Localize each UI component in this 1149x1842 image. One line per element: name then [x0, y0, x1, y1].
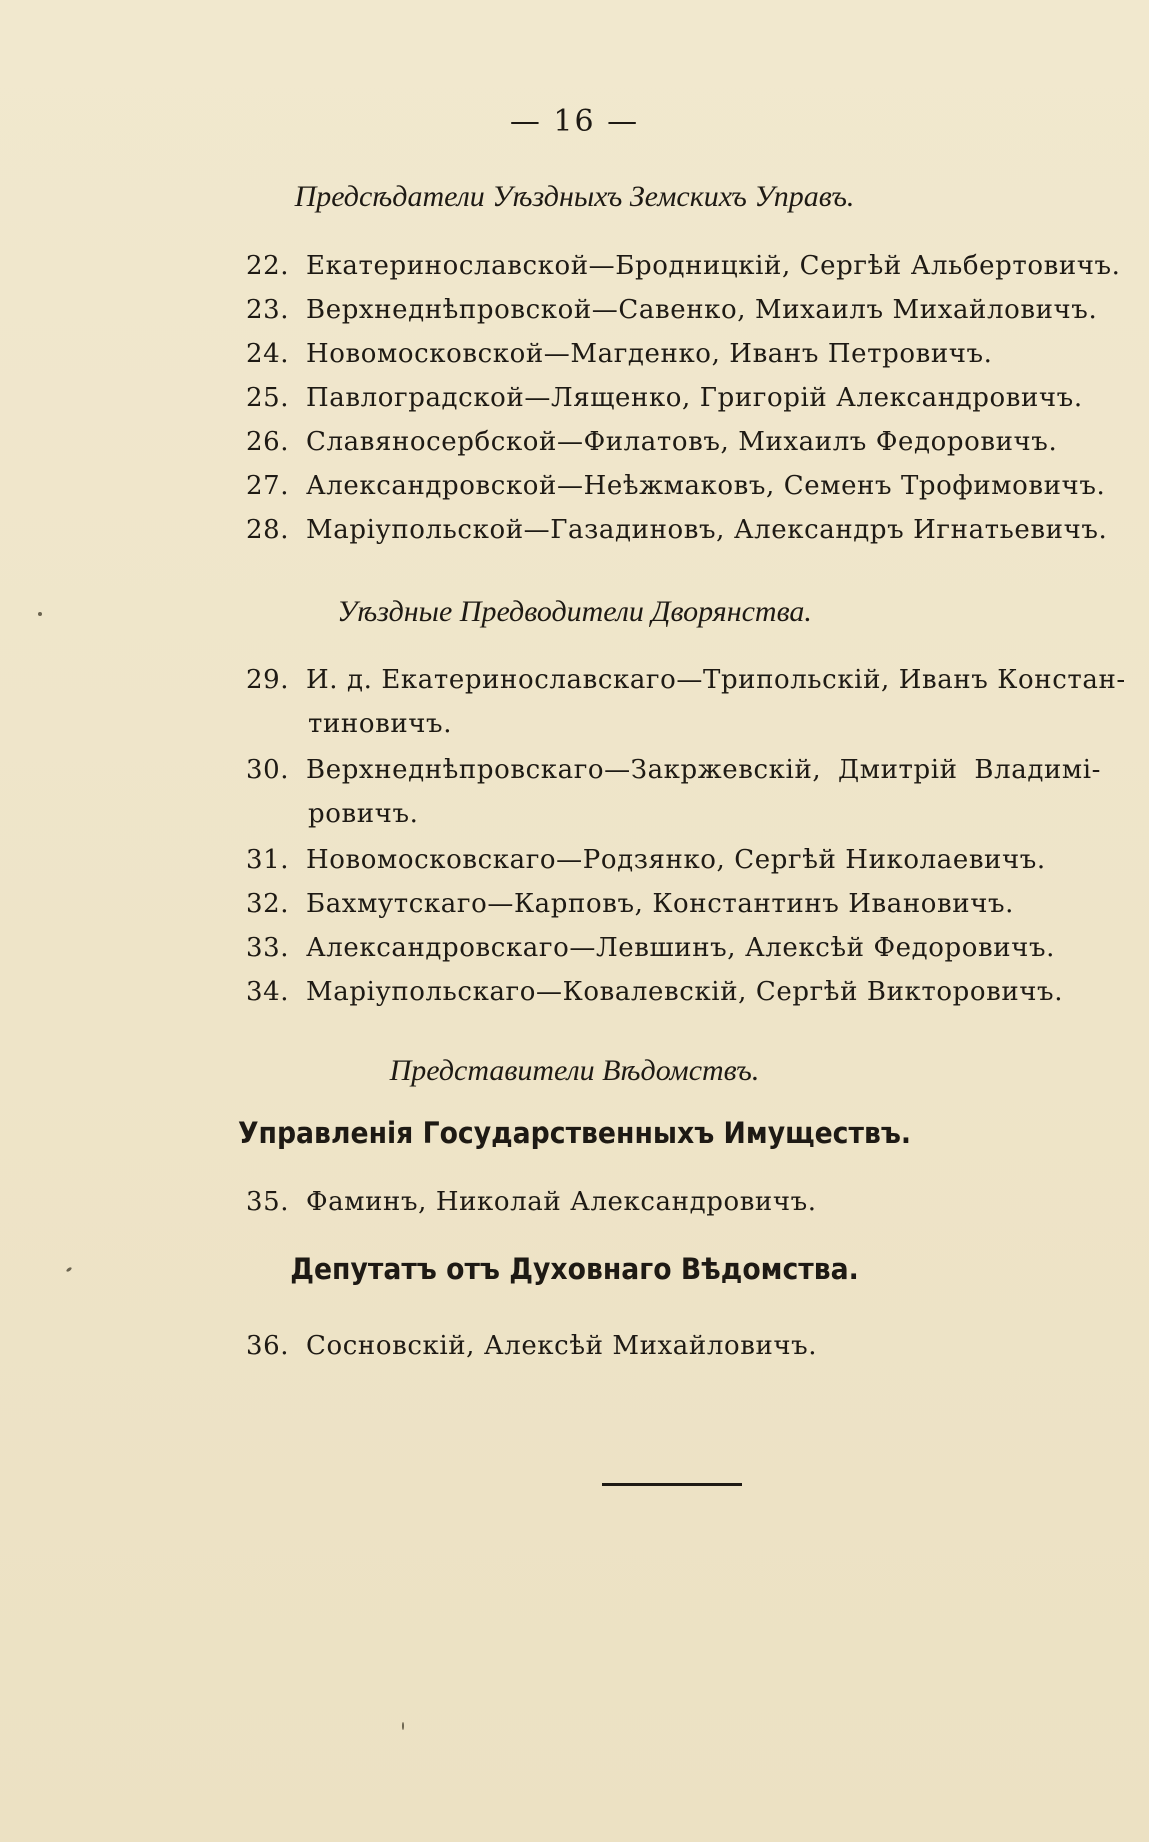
- list-item: [246, 508, 1106, 552]
- entry-number: 30.: [246, 755, 290, 785]
- entry-number: 27.: [246, 471, 290, 501]
- heading-zemstvo-chairmen: Предсѣдатели Уѣздныхъ Земскихъ Управъ.: [294, 180, 855, 213]
- entry-number: 33.: [246, 933, 290, 963]
- entry-text: Маріупольской—Газадиновъ, Александръ Игнатьевичъ.: [306, 515, 1108, 545]
- heading-agency-representatives: Представители Вѣдомствъ.: [389, 1054, 760, 1087]
- entry-text: Бахмутскаго—Карповъ, Константинъ Ивановичъ.: [306, 889, 1015, 919]
- entry-text: Новомосковскаго—Родзянко, Сергѣй Николаевичъ.: [306, 845, 1046, 875]
- heading-clergy-deputy: Депутатъ отъ Духовнаго Вѣдомства.: [290, 1252, 859, 1286]
- page-number: — 16 —: [509, 104, 640, 139]
- end-rule: [602, 1483, 742, 1486]
- paper-speck: [402, 1722, 404, 1730]
- list-item: [246, 376, 1106, 420]
- entry-continuation: ровичъ.: [308, 799, 419, 829]
- entry-number: 25.: [246, 383, 290, 413]
- entry-text: Александровской—Неѣжмаковъ, Семенъ Трофимовичъ.: [306, 471, 1106, 501]
- entry-number: 28.: [246, 515, 290, 545]
- list-item: [246, 244, 1121, 288]
- entry-text: Александровскаго—Левшинъ, Алексѣй Федоровичъ.: [306, 933, 1055, 963]
- paper-speck: [38, 612, 42, 616]
- heading-nobility-marshals: Уѣздные Предводители Дворянства.: [337, 595, 812, 628]
- list-item: [246, 882, 1106, 926]
- entry-number: 34.: [246, 977, 290, 1007]
- entry-number: 36.: [246, 1331, 290, 1361]
- entry-text: Маріупольскаго—Ковалевскій, Сергѣй Викторовичъ.: [306, 977, 1064, 1007]
- entry-text: Верхнеднѣпровскаго—Закржевскій, Дмитрій Владимі-: [306, 755, 1101, 785]
- entry-number: 29.: [246, 665, 290, 695]
- entry-text: Сосновскій, Алексѣй Михайловичъ.: [306, 1331, 818, 1361]
- list-item: [246, 1324, 1106, 1368]
- heading-state-property: Управленія Государственныхъ Имуществъ.: [237, 1116, 912, 1150]
- list-item: [246, 970, 1106, 1014]
- entry-text: И. д. Екатеринославскаго—Трипольскій, Иванъ Констан-: [306, 665, 1126, 695]
- list-item: [246, 464, 1106, 508]
- list-item: [246, 658, 1126, 746]
- entry-continuation: тиновичъ.: [308, 709, 453, 739]
- entry-number: 26.: [246, 427, 290, 457]
- entry-text: Славяносербской—Филатовъ, Михаилъ Федоровичъ.: [306, 427, 1058, 457]
- entry-number: 23.: [246, 295, 290, 325]
- entry-text: Екатеринославской—Бродницкій, Сергѣй Альбертовичъ.: [306, 251, 1121, 281]
- entry-number: 24.: [246, 339, 290, 369]
- entry-text: Новомосковской—Магденко, Иванъ Петровичъ.: [306, 339, 993, 369]
- entry-number: 22.: [246, 251, 290, 281]
- entry-text: Павлоградской—Лященко, Григорій Александровичъ.: [306, 383, 1083, 413]
- entry-text: Верхнеднѣпровской—Савенко, Михаилъ Михайловичъ.: [306, 295, 1098, 325]
- entry-number: 32.: [246, 889, 290, 919]
- entry-number: 31.: [246, 845, 290, 875]
- entry-text: Фаминъ, Николай Александровичъ.: [306, 1187, 817, 1217]
- list-item: [246, 838, 1106, 882]
- entry-number: 35.: [246, 1187, 290, 1217]
- list-item: [246, 1180, 1106, 1224]
- list-item: [246, 748, 1106, 836]
- list-item: [246, 332, 1106, 376]
- list-item: [246, 288, 1106, 332]
- list-item: [246, 420, 1106, 464]
- list-item: [246, 926, 1106, 970]
